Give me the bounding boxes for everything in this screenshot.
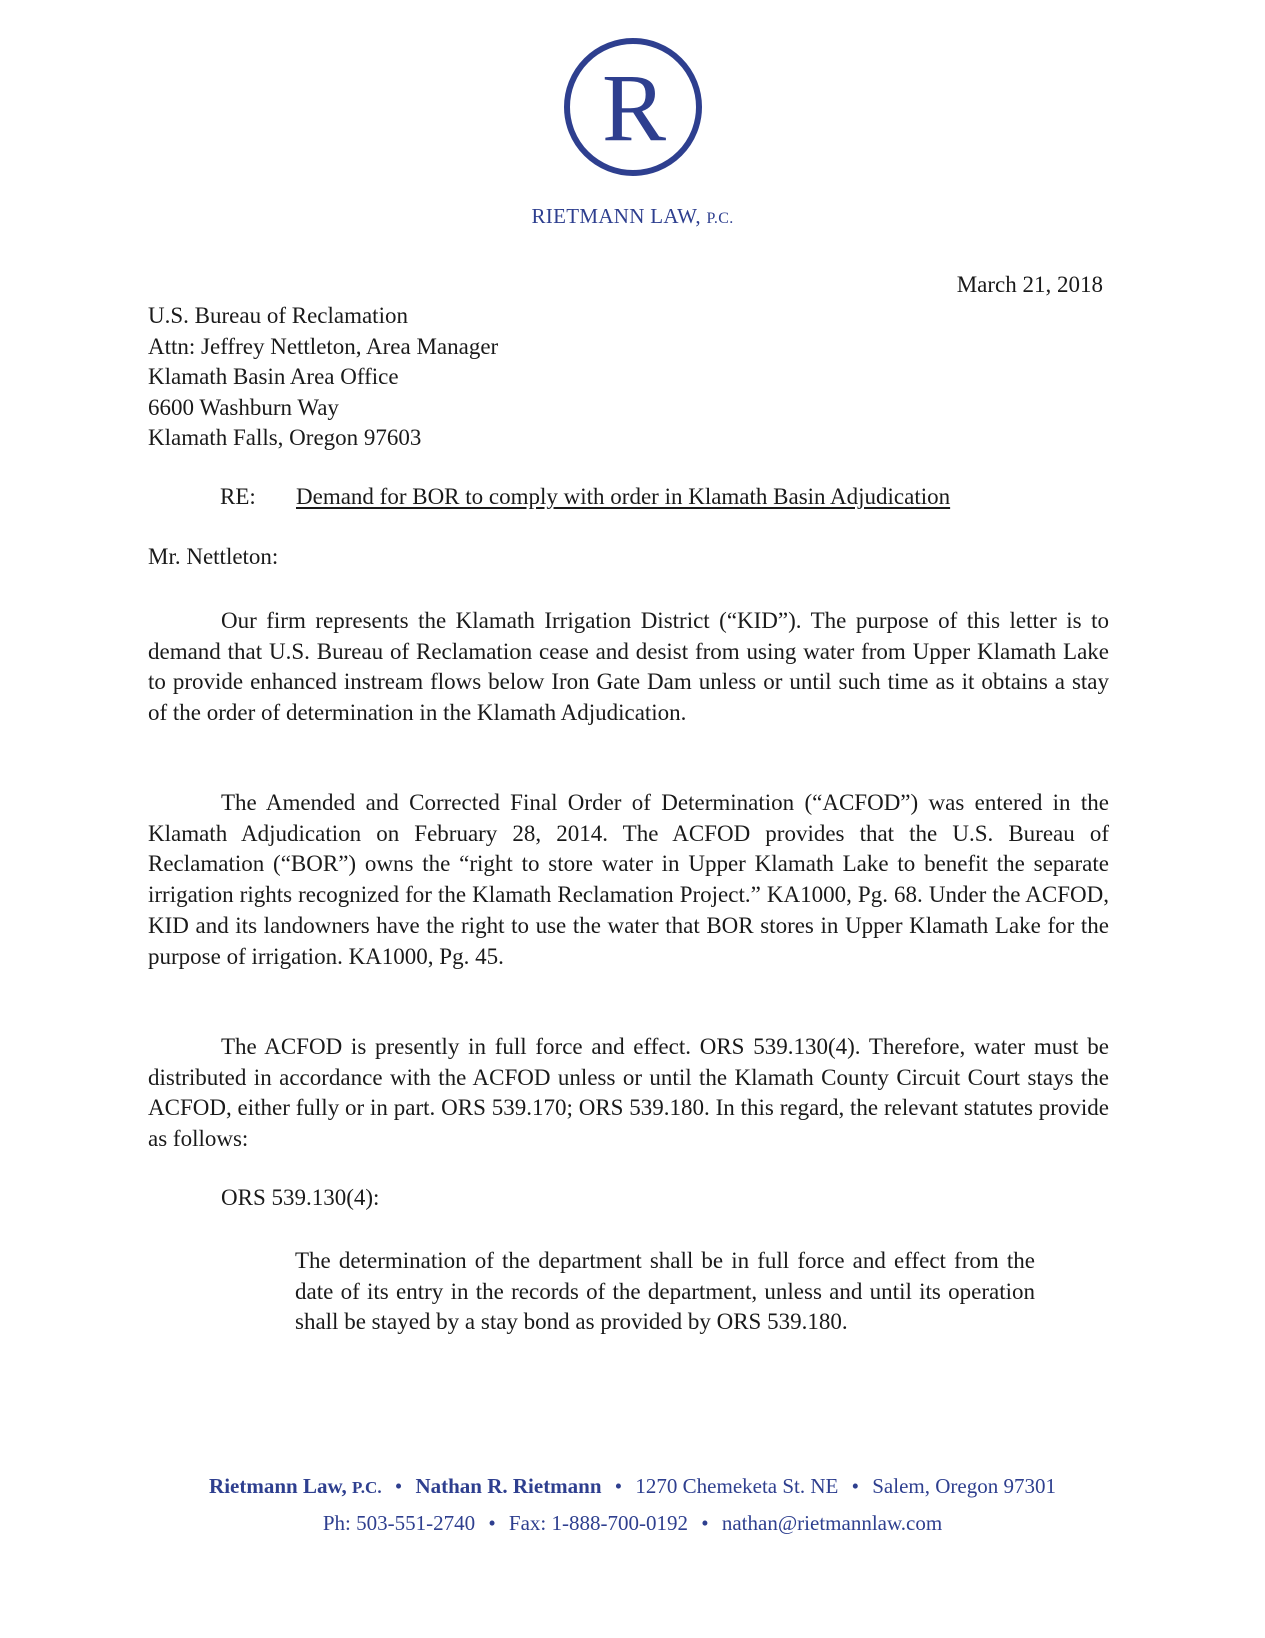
statute-citation: ORS 539.130(4): [221,1185,380,1210]
firm-suffix: P.C. [706,210,734,227]
footer-attorney: Nathan R. Rietmann [415,1474,602,1498]
statute-quote: The determination of the department shall be in full force and effect from the date of its entry in the records of the department, unless and until its operation shall be stayed by a stay bond as provided by ORS 539.180. [295,1248,1035,1334]
body-paragraph-1: Our firm represents the Klamath Irrigation District (“KID”). The purpose of this letter is to demand that U.S. Bureau of Reclamation cease and desist from using water from Upper Klamath Lake to provide enhanced instream flows below Iron Gate Dam unless or until such time as it obtains a stay of the order of determination in the Klamath Adjudication. [148,608,1109,726]
footer-separator: • [614,1474,623,1498]
footer-firm: Rietmann Law, [209,1474,347,1498]
re-label: RE: [220,484,256,509]
footer-separator: • [701,1511,709,1535]
address-line: 6600 Washburn Way [148,394,339,420]
footer-separator: • [488,1511,496,1535]
footer-line-2 [0,1511,1265,1536]
re-subject: Demand for BOR to comply with order in Klamath Basin Adjudication [296,484,951,509]
footer-email: nathan@rietmannlaw.com [721,1511,943,1535]
body-paragraph-2: The Amended and Corrected Final Order of Determination (“ACFOD”) was entered in the Klamath Adjudication on February 28, 2014. The ACFOD provides that the U.S. Bureau of Reclamation (“BOR”) owns the “right to store water in Upper Klamath Lake to benefit the separate irrigation rights recognized for the Klamath Reclamation Project.” KA1000, Pg. 68. Under the ACFOD, KID and its landowners have the right to use the water that BOR stores in Upper Klamath Lake for the purpose of irrigation. KA1000, Pg. 45. [148,790,1109,969]
recipient-address [148,301,498,454]
footer-separator: • [851,1474,859,1498]
footer-separator: • [394,1474,403,1498]
footer-address: 1270 Chemeketa St. NE [635,1474,839,1498]
footer-phone: Ph: 503-551-2740 [322,1511,476,1535]
footer-line-1 [0,1474,1265,1499]
address-line: Klamath Falls, Oregon 97603 [148,425,422,450]
firm-logo [562,36,704,178]
firm-name: RIETMANN LAW, [531,204,701,228]
address-line: Klamath Basin Area Office [148,364,399,389]
logo-letter: R [601,54,667,161]
letterhead-firm-name [0,204,1265,229]
salutation: Mr. Nettleton: [148,544,279,569]
address-line: U.S. Bureau of Reclamation [148,303,408,328]
footer-fax: Fax: 1-888-700-0192 [508,1511,688,1535]
address-line: Attn: Jeffrey Nettleton, Area Manager [148,333,499,359]
re-line [220,484,950,510]
footer-city: Salem, Oregon 97301 [872,1474,1056,1498]
letter-date: March 21, 2018 [956,272,1103,297]
body-paragraph-3: The ACFOD is presently in full force and effect. ORS 539.130(4). Therefore, water must be distributed in accordance with the ACFOD unless or until the Klamath County Circuit Court stays the ACFOD, either fully or in part. ORS 539.170; ORS 539.180. In this regard, the relevant statutes provide as follows: [148,1034,1109,1152]
footer-firm-suffix: P.C. [351,1478,382,1497]
